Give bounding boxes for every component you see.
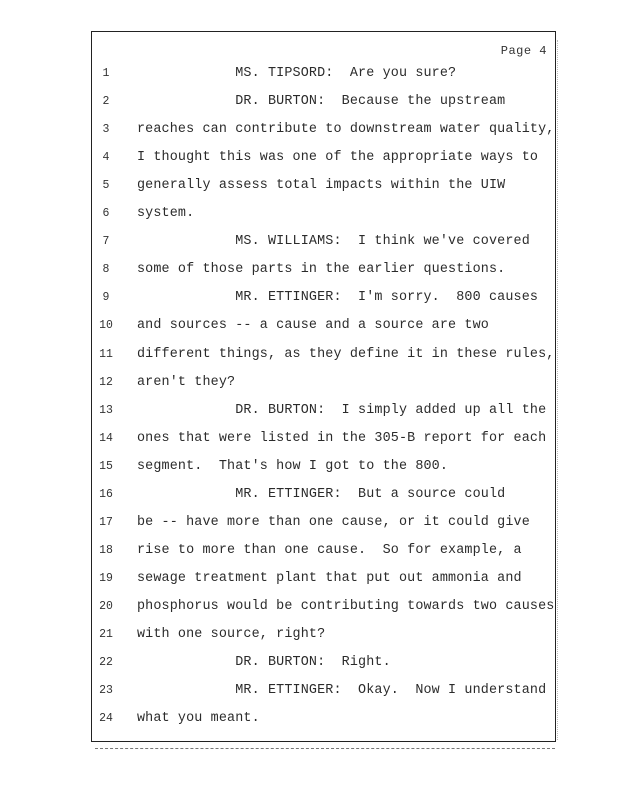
right-margin-rule [557, 40, 558, 740]
transcript-line: MS. WILLIAMS: I think we've covered [137, 234, 530, 250]
line-number: 21 [99, 628, 113, 641]
line-number: 8 [102, 263, 110, 277]
transcript-line: and sources -- a cause and a source are two [137, 318, 489, 334]
transcript-line: be -- have more than one cause, or it could give [137, 514, 530, 530]
line-number: 13 [99, 403, 113, 417]
transcript-line: what you meant. [137, 711, 260, 727]
transcript-line: reaches can contribute to downstream water quality, [137, 122, 555, 138]
transcript-line: segment. That's how I got to the 800. [137, 458, 449, 474]
transcript-line: DR. BURTON: I simply added up all the [137, 402, 547, 418]
line-number: 22 [99, 656, 113, 670]
transcript-line: MR. ETTINGER: But a source could [137, 486, 506, 502]
line-number: 6 [102, 207, 110, 221]
transcript-line: I thought this was one of the appropriate ways to [137, 150, 539, 166]
line-number: 10 [99, 319, 113, 333]
line-number: 19 [99, 571, 113, 585]
transcript-line: rise to more than one cause. So for example, a [137, 542, 522, 558]
transcript-line: phosphorus would be contributing towards two causes [137, 598, 555, 614]
line-number: 1 [102, 67, 110, 80]
transcript-line: aren't they? [137, 374, 236, 390]
transcript-line: ones that were listed in the 305-B report for each [137, 430, 547, 446]
line-number: 14 [99, 431, 113, 445]
transcript-line: different things, as they define it in these rules, [137, 346, 555, 362]
transcript-line: MR. ETTINGER: Okay. Now I understand [137, 683, 547, 699]
line-number: 5 [102, 179, 110, 193]
transcript-line: DR. BURTON: Because the upstream [137, 94, 506, 110]
transcript-line: some of those parts in the earlier questions. [137, 262, 506, 278]
line-number: 23 [99, 684, 113, 698]
transcript-line: generally assess total impacts within the UIW [137, 178, 506, 194]
line-number: 15 [99, 459, 113, 473]
transcript-line: MR. ETTINGER: I'm sorry. 800 causes [137, 290, 539, 306]
line-number: 16 [99, 487, 113, 501]
footer-rule [95, 748, 555, 749]
transcript-line: sewage treatment plant that put out ammonia and [137, 570, 522, 586]
line-number: 2 [102, 95, 110, 109]
line-number: 11 [99, 347, 113, 361]
line-number: 3 [102, 123, 110, 137]
line-number: 17 [99, 515, 113, 529]
line-number: 20 [99, 599, 113, 613]
page-number-label: Page 4 [500, 44, 547, 58]
line-number: 12 [99, 375, 113, 389]
line-number: 9 [102, 291, 110, 305]
transcript-line: system. [137, 206, 195, 222]
line-number: 24 [99, 712, 113, 726]
line-number: 18 [99, 543, 113, 557]
transcript-line: DR. BURTON: Right. [137, 655, 391, 671]
line-number: 7 [102, 235, 110, 249]
line-number: 4 [102, 151, 110, 165]
transcript-line: MS. TIPSORD: Are you sure? [137, 66, 457, 81]
transcript-line: with one source, right? [137, 627, 326, 642]
